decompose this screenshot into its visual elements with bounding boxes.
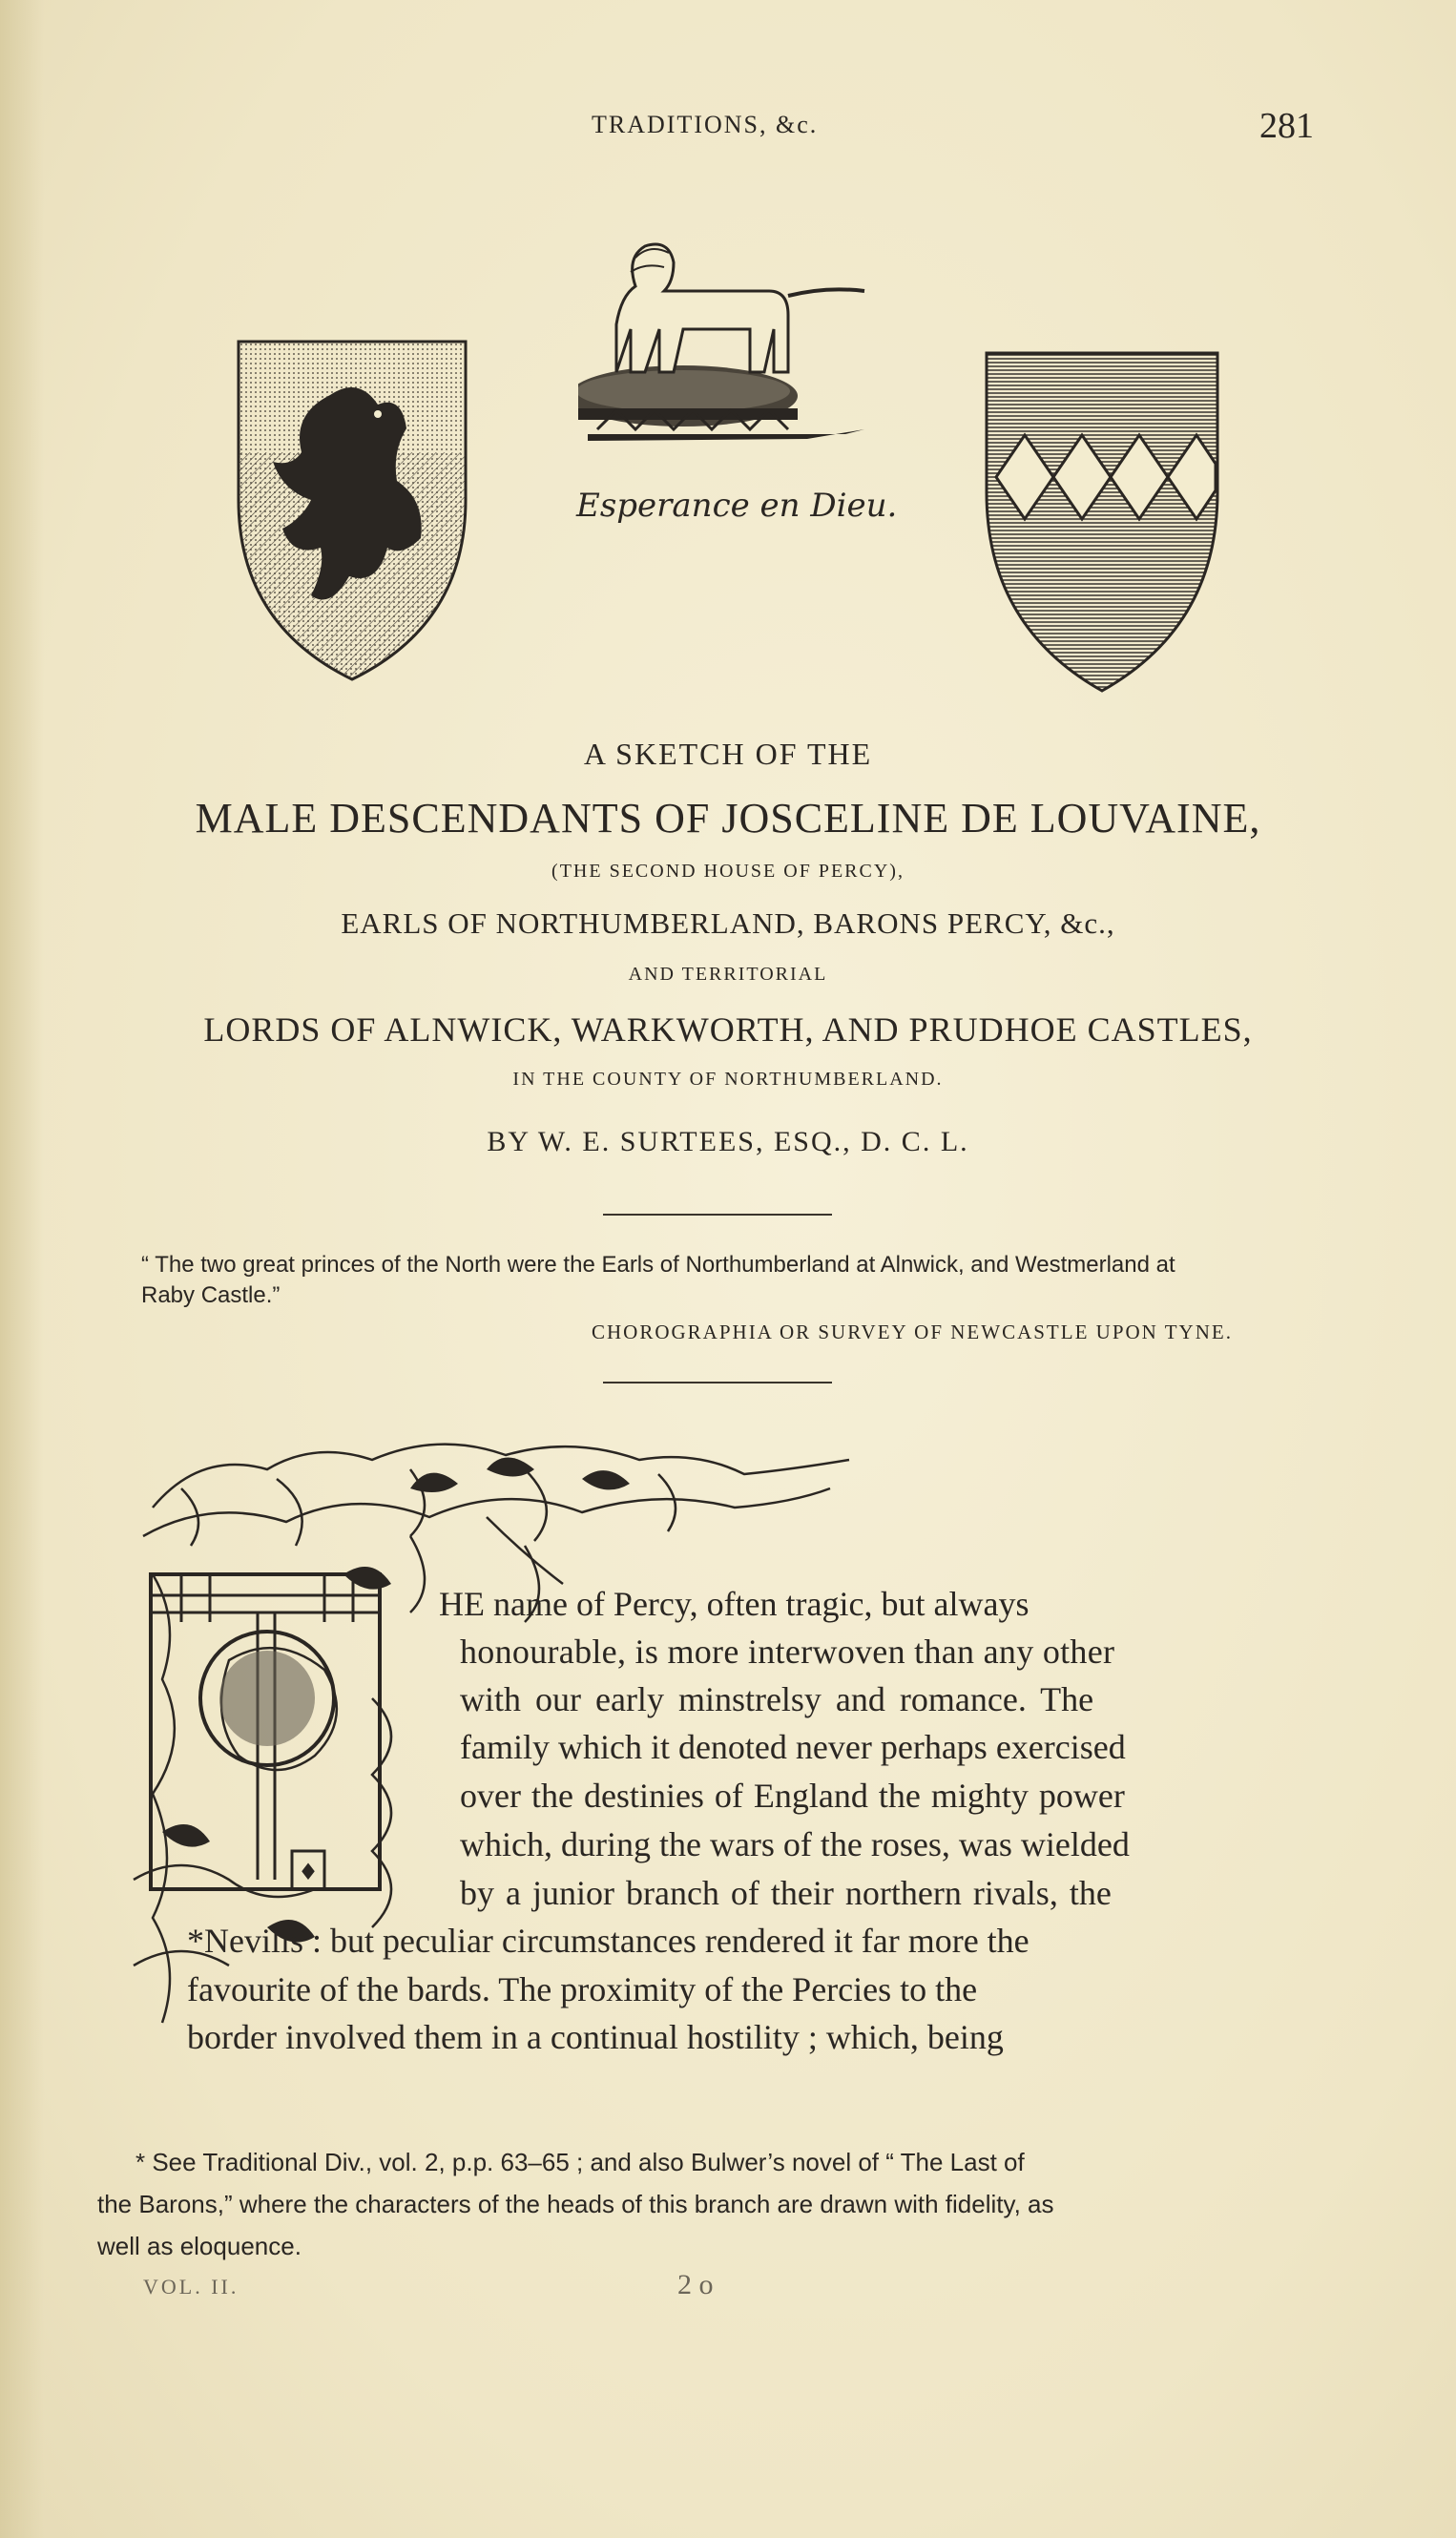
body-line: family which it denoted never perhaps exercised bbox=[460, 1728, 1126, 1766]
foliage-ornament-icon bbox=[124, 1431, 887, 2118]
page-header bbox=[0, 105, 1456, 153]
main-title: MALE DESCENDANTS OF JOSCELINE DE LOUVAINE, bbox=[195, 795, 1261, 842]
epigraph-line: Raby Castle.” bbox=[141, 1282, 281, 1308]
body-line: favourite of the bards. The proximity of the Percies to the bbox=[187, 1970, 978, 2008]
subtitle-county: IN THE COUNTY OF NORTHUMBERLAND. bbox=[512, 1069, 944, 1090]
svg-text:♦: ♦ bbox=[298, 1859, 319, 1885]
body-line: *Nevills : but peculiar circumstances rendered it far more the bbox=[187, 1922, 1030, 1960]
fusils-shield-icon bbox=[983, 349, 1221, 695]
running-title: TRADITIONS, &c. bbox=[592, 111, 819, 138]
volume-mark: VOL. II. bbox=[143, 2275, 239, 2299]
page-number: 281 bbox=[1259, 106, 1314, 146]
body-line: HE name of Percy, often tragic, but always bbox=[439, 1585, 1030, 1623]
body-line: border involved them in a continual hostility ; which, being bbox=[187, 2018, 1004, 2056]
epigraph-quote bbox=[141, 1250, 1315, 1311]
footnote-line: * See Traditional Div., vol. 2, p.p. 63–65 ; and also Bulwer’s novel of “ The Last of bbox=[135, 2148, 1025, 2176]
epigraph-source: CHOROGRAPHIA OR SURVEY OF NEWCASTLE UPON TYNE. bbox=[592, 1321, 1233, 1343]
body-line: over the destinies of England the mighty power bbox=[460, 1777, 1125, 1815]
body-line: by a junior branch of their northern rivals, the bbox=[460, 1874, 1112, 1912]
epigraph-line: “ The two great princes of the North were the Earls of Northumberland at Alnwick, and Westmerland at bbox=[141, 1252, 1175, 1278]
footnote-line: well as eloquence. bbox=[97, 2232, 302, 2260]
subtitle-second-house: (THE SECOND HOUSE OF PERCY), bbox=[551, 861, 905, 882]
sketch-heading: A SKETCH OF THE bbox=[583, 737, 873, 771]
divider-rule bbox=[603, 1382, 832, 1383]
body-line: honourable, is more interwoven than any other bbox=[460, 1633, 1115, 1671]
footnote-line: the Barons,” where the characters of the heads of this branch are drawn with fidelity, as bbox=[97, 2190, 1054, 2218]
title-lords: LORDS OF ALNWICK, WARKWORTH, AND PRUDHOE CASTLES, bbox=[203, 1010, 1253, 1049]
heraldic-motto: Esperance en Dieu. bbox=[576, 487, 898, 525]
footnote bbox=[97, 2141, 1300, 2267]
body-line: which, during the wars of the roses, was wielded bbox=[460, 1825, 1130, 1863]
gutter-shadow bbox=[0, 0, 44, 2538]
signature-mark: 2 o bbox=[677, 2269, 714, 2300]
title-earls: EARLS OF NORTHUMBERLAND, BARONS PERCY, &c., bbox=[341, 906, 1115, 940]
lion-crest-icon bbox=[578, 239, 874, 458]
author-line: BY W. E. SURTEES, ESQ., D. C. L. bbox=[487, 1126, 969, 1157]
subtitle-territorial: AND TERRITORIAL bbox=[628, 964, 828, 985]
lion-rampant-shield-icon bbox=[235, 338, 469, 683]
body-line: with our early minstrelsy and romance. The bbox=[460, 1680, 1094, 1718]
divider-rule bbox=[603, 1214, 832, 1216]
